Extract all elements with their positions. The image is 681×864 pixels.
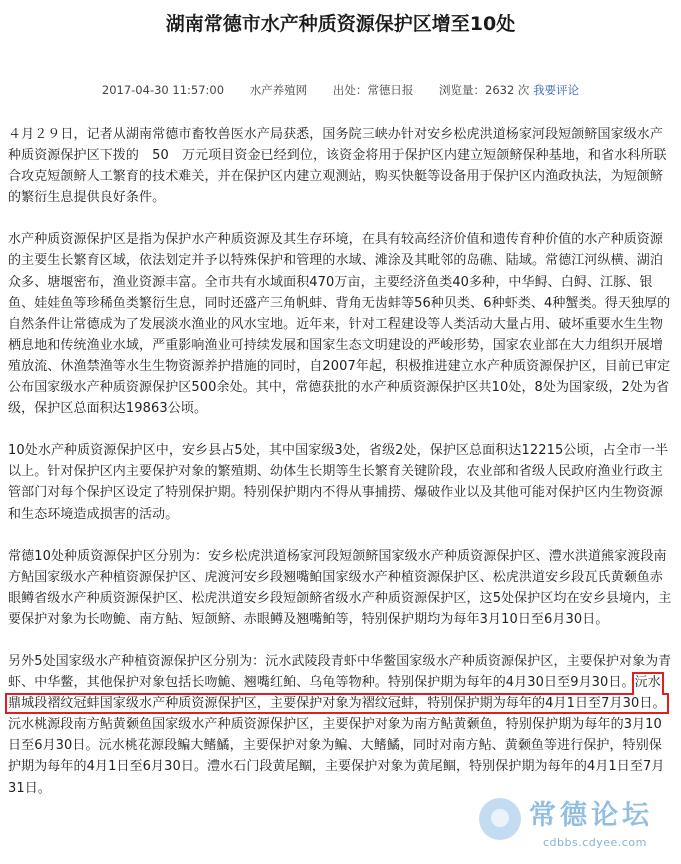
publish-date: 2017-04-30 11:57:00: [101, 83, 225, 97]
views-label: 浏览量：: [439, 83, 485, 97]
site-watermark: [473, 798, 673, 854]
paragraph-1: ４月２９日，记者从湖南常德市畜牧兽医水产局获悉，国务院三峡办针对安乡松虎洪道杨家河段短颌鲚国家级水产种质资源保护区下拨的 50 万元项目资金已经到位，该资金将用于保护区内建立短颌鲚保种基地，和省水科所联合攻克短颌鲚人工繁育的技术难关，并在保护区内建立观测站，购买快艇等设备用于保护区内渔政执法，为短颌鲚的繁衍生息提供良好条件。: [8, 127, 667, 206]
comment-link[interactable]: 我要评论: [533, 83, 580, 97]
paragraph-2: 水产种质资源保护区是指为保护水产种质资源及其生存环境，在具有较高经济价值和遗传育种价值的水产种质资源的主要生长繁育区域，依法划定并予以特殊保护和管理的水域、滩涂及其毗邻的岛礁、陆域。常德江河纵横、湖泊众多、塘堰密布，渔业资源丰富。全市共有水域面积470万亩，主要经济鱼类40多种，中华鲟、白鲟、江豚、银鱼、娃娃鱼等珍稀鱼类繁衍生息，同时还盛产三角帆蚌、背角无齿蚌等56种贝类、6种虾类、4种蟹类。得天独厚的自然条件让常德成为了发展淡水渔业的风水宝地。近年来，针对工程建设等人类活动大量占用、破坏重要水生生物栖息地和传统渔业水域，严重影响渔业可持续发展和国家生态文明建设的严峻形势，国家农业部在大力组织开展增殖放流、休渔禁渔等水生生物资源养护措施的同时，自2007年起，积极推进建立水产种质资源保护区，目前已审定公布国家级水产种质资源保护区500余处。其中，常德获批的水产种质资源保护区共10处，8处为国家级，2处为省级，保护区总面积达19863公顷。: [8, 232, 671, 417]
paragraph-4: 常德10处种质资源保护区分别为：安乡松虎洪道杨家河段短颌鲚国家级水产种质资源保护区、澧水洪道熊家渡段南方鲇国家级水产种植资源保护区、虎渡河安乡段翘嘴鲌国家级水产种植资源保护区、松虎洪道安乡段瓦氏黄颡鱼赤眼鳟省级水产种质资源保护区、松虎洪道安乡段短颌鲚省级水产种质资源保护区，这5处保护区均在安乡县境内，主要保护对象为长吻鮠、南方鲇、短颌鲚、赤眼鳟及翘嘴鲌等，特别保护期均为每年3月10日至6月30日。: [8, 548, 672, 627]
article-title: 湖南常德市水产种质资源保护区增至10处: [165, 13, 516, 35]
article-body: [8, 124, 672, 799]
watermark-site-name: 常德论坛: [529, 800, 653, 831]
paragraph-5-intro: 另外5处国家级水产种植资源保护区分别为：沅水武陵段青虾中华鳖国家级水产种质资源保护区，主要保护对象为青虾、中华鳖，其他保护对象包括长吻鮠、翘嘴红鲌、乌龟等物种。特别保护期为每年的4月30日至9月30日。: [8, 653, 672, 691]
source-name: 常德日报: [367, 83, 414, 97]
article-meta: [0, 82, 681, 98]
watermark-logo-icon: [479, 798, 521, 840]
paragraph-3: 10处水产种质资源保护区中，安乡县占5处，其中国家级3处，省级2处，保护区总面积达12215公顷，占全市一半以上。针对保护区内主要保护对象的繁殖期、幼体生长期等生长繁育关键阶段，农业部和省级人民政府渔业行政主管部门对每个保护区设定了特别保护期。特别保护期内不得从事捕捞、爆破作业以及其他可能对保护区内生物资源和生态环境造成损害的活动。: [8, 443, 669, 522]
category-link[interactable]: 水产养殖网: [249, 83, 308, 97]
source-label: 出处：: [332, 83, 368, 97]
paragraph-5: [8, 651, 672, 799]
paragraph-5-rest: 沅水桃源段南方鲇黄颡鱼国家级水产种质资源保护区，主要保护对象为南方鲇黄颡鱼，特别保护期为每年的3月10日至6月30日。沅水桃花源段鳊大鳍鱊，主要保护对象为鳊、大鳍鱊，同时对南方鲇、黄颡鱼等进行保护，特别保护期为每年的4月1日至6月30日。澧水石门段黄尾鲴，主要保护对象为黄尾鲴，特别保护期为每年的4月1日至7月31日。: [8, 717, 665, 796]
highlighted-text: 沅水鼎城段褶纹冠蚌国家级水产种质资源保护区，主要保护对象为褶纹冠蚌，特别保护期为每年的4月1日至7月30日。: [8, 675, 666, 712]
watermark-url: cdbbs.cdyee.com: [543, 836, 647, 849]
views-count: 2632 次: [485, 83, 530, 97]
